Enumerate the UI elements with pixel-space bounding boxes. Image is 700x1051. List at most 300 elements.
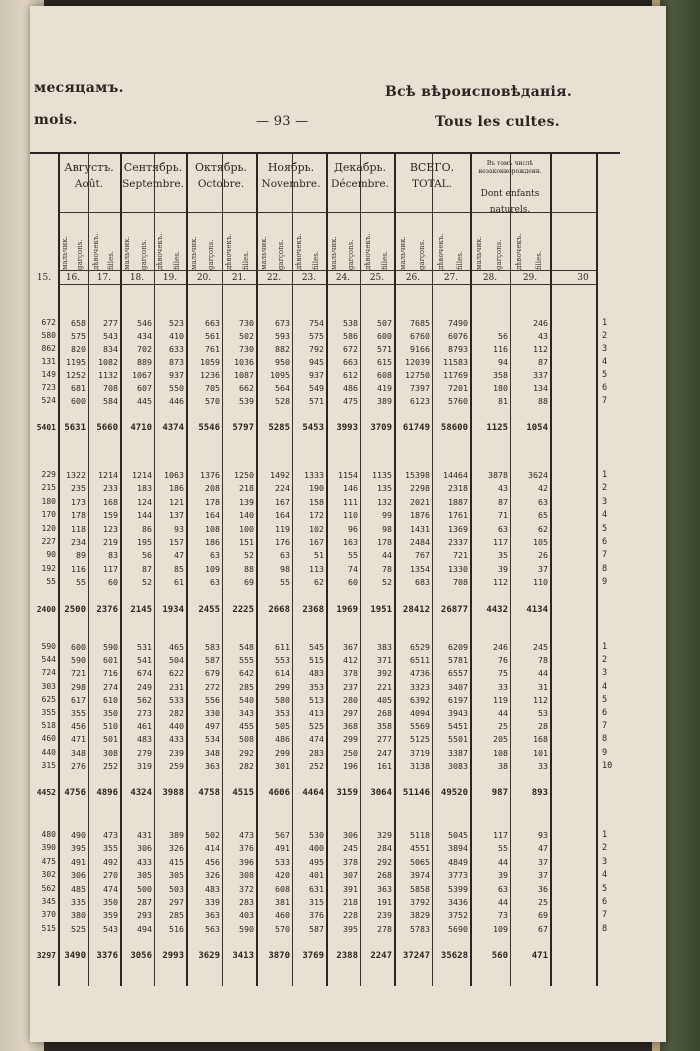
table-cell: 139 — [239, 496, 254, 507]
table-cell: 612 — [343, 370, 358, 380]
table-cell: 510 — [103, 721, 118, 732]
group-total-cell: 3056 — [130, 951, 152, 962]
table-cell: 708 — [103, 383, 118, 393]
group-total-cell: 3490 — [64, 951, 86, 962]
row-number: 3 — [602, 496, 608, 507]
table-cell: 445 — [137, 396, 152, 406]
table-cell: 792 — [309, 344, 324, 354]
table-cell: 47 — [174, 550, 184, 561]
table-cell: 252 — [103, 760, 118, 771]
table-cell: 528 — [275, 396, 290, 406]
table-cell: 1067 — [132, 370, 152, 380]
table-cell: 285 — [169, 910, 184, 921]
sub-column-label: мальчик. — [259, 236, 268, 270]
sub-column-label: дѣвочекъ. — [156, 233, 165, 270]
table-cell: 368 — [343, 721, 358, 732]
column-number: 20. — [196, 273, 212, 283]
table-cell: 600 — [71, 642, 86, 652]
table-cell: 391 — [343, 883, 358, 894]
table-cell: 490 — [71, 830, 86, 840]
left-column-fragment: 625 — [41, 694, 56, 704]
table-cell: 501 — [103, 734, 118, 745]
table-cell: 662 — [239, 383, 254, 393]
table-cell: 549 — [309, 383, 324, 393]
group-total-cell: 4710 — [130, 423, 152, 433]
table-cell: 108 — [493, 747, 508, 758]
table-cell: 7397 — [410, 383, 430, 393]
table-cell: 508 — [239, 734, 254, 745]
left-column-fragment: 345 — [41, 897, 56, 906]
table-cell: 195 — [137, 537, 152, 547]
table-cell: 109 — [205, 563, 220, 574]
table-cell: 567 — [275, 830, 290, 840]
row-number: 9 — [602, 577, 608, 588]
table-cell: 716 — [103, 668, 118, 679]
table-cell: 483 — [309, 668, 324, 679]
table-cell: 3792 — [410, 897, 430, 907]
row-number: 5 — [602, 523, 608, 534]
table-cell: 63 — [210, 577, 220, 588]
table-cell: 305 — [137, 870, 152, 881]
table-cell: 507 — [377, 318, 392, 328]
column-number: 23. — [301, 273, 317, 283]
table-cell: 3138 — [410, 760, 430, 771]
month-name-fr: Décembre. — [331, 178, 389, 190]
table-cell: 534 — [205, 734, 220, 745]
column-number: 30 — [577, 273, 589, 283]
row-number: 3 — [602, 668, 608, 679]
sub-column-label: мальчик. — [60, 236, 69, 270]
table-cell: 76 — [498, 655, 508, 666]
table-cell: 483 — [205, 883, 220, 894]
table-cell: 1154 — [338, 470, 358, 480]
table-cell: 6197 — [448, 694, 468, 705]
table-cell: 1087 — [234, 370, 254, 380]
table-cell: 299 — [275, 747, 290, 758]
table-cell: 2298 — [410, 483, 430, 494]
table-cell: 308 — [239, 870, 254, 881]
group-total-cell: 4374 — [162, 423, 184, 433]
table-cell: 600 — [71, 396, 86, 406]
table-cell: 1214 — [98, 470, 118, 480]
table-cell: 33 — [538, 760, 548, 771]
left-column-fragment: 862 — [41, 344, 56, 353]
table-cell: 268 — [377, 708, 392, 718]
table-cell: 545 — [309, 642, 324, 652]
table-cell: 615 — [377, 357, 392, 367]
left-column-fragment: 515 — [41, 923, 56, 933]
table-cell: 378 — [343, 668, 358, 679]
group-total-cell: 2500 — [64, 604, 86, 615]
left-column-fragment: 355 — [41, 708, 56, 717]
left-column-fragment: 303 — [41, 681, 56, 691]
group-total-cell: 3709 — [370, 423, 392, 433]
month-name-ru: Сентябрь. — [123, 161, 183, 174]
row-number: 7 — [602, 910, 608, 921]
table-cell: 132 — [377, 496, 392, 507]
table-cell: 683 — [415, 577, 430, 588]
table-cell: 11583 — [443, 357, 468, 367]
row-number: 5 — [602, 370, 608, 380]
month-header — [256, 160, 326, 192]
table-cell: 372 — [239, 883, 254, 894]
table-cell: 7201 — [448, 383, 468, 393]
table-cell: 157 — [169, 537, 184, 547]
table-cell: 3624 — [528, 470, 548, 480]
group-total-cell: 5631 — [64, 423, 86, 433]
table-cell: 580 — [275, 694, 290, 705]
table-cell: 98 — [382, 523, 392, 534]
table-cell: 237 — [343, 681, 358, 692]
header-left-french: mois. — [34, 112, 78, 128]
row-number: 1 — [602, 642, 608, 652]
table-cell: 146 — [343, 483, 358, 494]
table-cell: 564 — [275, 383, 290, 393]
table-cell: 43 — [498, 483, 508, 494]
table-cell: 456 — [205, 856, 220, 867]
table-cell: 239 — [377, 910, 392, 921]
table-cell: 395 — [71, 843, 86, 854]
group-total-cell: 4515 — [232, 788, 254, 798]
table-cell: 590 — [71, 655, 86, 666]
table-cell: 586 — [343, 331, 358, 341]
table-cell: 100 — [239, 523, 254, 534]
table-cell: 246 — [533, 318, 548, 328]
table-cell: 93 — [538, 830, 548, 840]
table-cell: 218 — [239, 483, 254, 494]
sub-column-label: garçons. — [495, 239, 503, 270]
table-cell: 433 — [169, 734, 184, 745]
sub-column-label: дѣвочекъ. — [515, 233, 523, 270]
table-cell: 137 — [169, 510, 184, 521]
table-cell: 283 — [239, 897, 254, 907]
table-cell: 3407 — [448, 681, 468, 692]
table-cell: 284 — [377, 843, 392, 854]
table-cell: 283 — [309, 747, 324, 758]
table-cell: 5783 — [410, 923, 430, 934]
left-column-fragment: 5401 — [36, 423, 56, 432]
table-cell: 161 — [377, 760, 392, 771]
table-cell: 178 — [71, 510, 86, 521]
group-total-cell: 471 — [531, 951, 548, 962]
table-cell: 279 — [137, 747, 152, 758]
table-cell: 1492 — [270, 470, 290, 480]
table-cell: 400 — [309, 843, 324, 854]
table-cell: 44 — [498, 856, 508, 867]
table-cell: 350 — [103, 897, 118, 907]
table-cell: 504 — [169, 655, 184, 666]
table-cell: 277 — [377, 734, 392, 745]
group-total-cell: 2145 — [130, 604, 152, 615]
table-cell: 298 — [71, 681, 86, 692]
table-cell: 403 — [239, 910, 254, 921]
table-cell: 367 — [343, 642, 358, 652]
column-number: 16. — [65, 273, 81, 283]
table-cell: 376 — [239, 843, 254, 854]
table-cell: 1376 — [200, 470, 220, 480]
table-cell: 250 — [343, 747, 358, 758]
table-cell: 94 — [498, 357, 508, 367]
group-total-cell: 1951 — [370, 604, 392, 615]
table-cell: 186 — [169, 483, 184, 494]
table-cell: 561 — [205, 331, 220, 341]
table-cell: 329 — [377, 830, 392, 840]
table-cell: 101 — [533, 747, 548, 758]
table-cell: 151 — [239, 537, 254, 547]
table-cell: 601 — [103, 655, 118, 666]
group-total-cell: 28412 — [402, 604, 430, 615]
table-cell: 116 — [493, 344, 508, 354]
ledger-page — [30, 6, 666, 1042]
table-cell: 348 — [205, 747, 220, 758]
sub-column-label: filles. — [380, 250, 389, 270]
table-cell: 5781 — [448, 655, 468, 666]
table-cell: 389 — [377, 396, 392, 406]
left-column-fragment: 480 — [41, 830, 56, 839]
table-cell: 1095 — [270, 370, 290, 380]
table-cell: 55 — [280, 577, 290, 588]
table-cell: 249 — [137, 681, 152, 692]
table-cell: 587 — [309, 923, 324, 934]
table-cell: 116 — [71, 563, 86, 574]
table-cell: 3323 — [410, 681, 430, 692]
table-cell: 111 — [343, 496, 358, 507]
group-total-cell: 35628 — [440, 951, 468, 962]
table-cell: 456 — [71, 721, 86, 732]
table-cell: 6557 — [448, 668, 468, 679]
table-cell: 1761 — [448, 510, 468, 521]
table-cell: 431 — [137, 830, 152, 840]
table-cell: 65 — [538, 510, 548, 521]
table-cell: 383 — [377, 642, 392, 652]
table-cell: 583 — [205, 642, 220, 652]
table-cell: 5065 — [410, 856, 430, 867]
table-cell: 231 — [169, 681, 184, 692]
table-cell: 83 — [108, 550, 118, 561]
sub-column-label: дѣвочекъ. — [224, 233, 233, 270]
table-cell: 562 — [137, 694, 152, 705]
table-cell: 533 — [275, 856, 290, 867]
table-cell: 112 — [533, 694, 548, 705]
table-cell: 183 — [137, 483, 152, 494]
table-cell: 5125 — [410, 734, 430, 745]
table-cell: 515 — [309, 655, 324, 666]
group-total-cell: 5797 — [232, 423, 254, 433]
table-cell: 96 — [348, 523, 358, 534]
group-total-cell: 2368 — [302, 604, 324, 615]
column-number: 17. — [96, 273, 112, 283]
table-cell: 525 — [71, 923, 86, 934]
table-cell: 186 — [205, 537, 220, 547]
table-cell: 5451 — [448, 721, 468, 732]
sub-column-label: garçons. — [207, 239, 216, 270]
table-cell: 3773 — [448, 870, 468, 881]
table-cell: 2337 — [448, 537, 468, 547]
table-cell: 523 — [169, 318, 184, 328]
table-cell: 5569 — [410, 721, 430, 732]
table-cell: 305 — [169, 870, 184, 881]
table-cell: 563 — [205, 923, 220, 934]
table-cell: 335 — [71, 897, 86, 907]
table-cell: 196 — [343, 760, 358, 771]
table-cell: 395 — [343, 923, 358, 934]
table-cell: 608 — [275, 883, 290, 894]
table-cell: 112 — [533, 344, 548, 354]
group-total-cell: 1969 — [336, 604, 358, 615]
table-cell: 12750 — [405, 370, 430, 380]
table-cell: 89 — [76, 550, 86, 561]
table-cell: 88 — [244, 563, 254, 574]
table-cell: 234 — [71, 537, 86, 547]
table-cell: 350 — [103, 708, 118, 718]
table-cell: 5399 — [448, 883, 468, 894]
table-cell: 51 — [314, 550, 324, 561]
table-cell: 503 — [169, 883, 184, 894]
table-cell: 168 — [533, 734, 548, 745]
left-column-fragment: 2400 — [36, 604, 56, 614]
table-cell: 277 — [103, 318, 118, 328]
row-number: 7 — [602, 396, 608, 406]
table-cell: 419 — [377, 383, 392, 393]
left-column-fragment: 723 — [41, 383, 56, 392]
left-column-fragment: 131 — [41, 357, 56, 366]
table-cell: 9166 — [410, 344, 430, 354]
table-cell: 550 — [169, 383, 184, 393]
table-cell: 71 — [498, 510, 508, 521]
table-cell: 119 — [275, 523, 290, 534]
group-total-cell: 5546 — [198, 423, 220, 433]
column-number: 27. — [443, 273, 459, 283]
group-total-cell: 3064 — [370, 788, 392, 798]
table-cell: 492 — [103, 856, 118, 867]
table-cell: 61 — [174, 577, 184, 588]
row-number: 6 — [602, 708, 608, 718]
table-cell: 180 — [493, 383, 508, 393]
table-cell: 658 — [71, 318, 86, 328]
sub-column-label: garçons. — [76, 239, 85, 270]
row-number: 6 — [602, 537, 608, 547]
table-cell: 473 — [239, 830, 254, 840]
left-column-fragment: 562 — [41, 883, 56, 893]
table-cell: 60 — [108, 577, 118, 588]
table-cell: 15398 — [405, 470, 430, 480]
table-cell: 301 — [275, 760, 290, 771]
table-cell: 353 — [275, 708, 290, 718]
table-cell: 4551 — [410, 843, 430, 854]
row-number: 4 — [602, 510, 608, 521]
left-column-fragment: 227 — [41, 537, 56, 546]
column-number: 15. — [36, 273, 52, 283]
table-cell: 93 — [174, 523, 184, 534]
month-name-ru: Августъ. — [64, 161, 114, 174]
table-cell: 6511 — [410, 655, 430, 666]
group-total-cell: 3988 — [162, 788, 184, 798]
table-cell: 611 — [275, 642, 290, 652]
left-column-fragment: 475 — [41, 856, 56, 866]
column-number: 25. — [369, 273, 385, 283]
left-column-fragment: 215 — [41, 483, 56, 493]
group-total-cell: 4756 — [64, 788, 86, 798]
row-number: 4 — [602, 357, 608, 367]
table-cell: 673 — [275, 318, 290, 328]
table-cell: 88 — [538, 396, 548, 406]
left-column-fragment: 120 — [41, 523, 56, 533]
month-name-ru: Декабрь. — [333, 161, 387, 174]
table-cell: 608 — [377, 370, 392, 380]
table-cell: 6392 — [410, 694, 430, 705]
table-cell: 293 — [137, 910, 152, 921]
table-cell: 414 — [205, 843, 220, 854]
table-cell: 37 — [538, 563, 548, 574]
table-cell: 555 — [239, 655, 254, 666]
row-number: 8 — [602, 734, 608, 745]
column-number: 18. — [129, 273, 145, 283]
group-total-cell: 5285 — [268, 423, 290, 433]
table-cell: 754 — [309, 318, 324, 328]
table-cell: 87 — [538, 357, 548, 367]
left-column-fragment: 580 — [41, 331, 56, 340]
table-cell: 270 — [103, 870, 118, 881]
table-cell: 1063 — [164, 470, 184, 480]
page-number: — 93 — — [256, 114, 309, 129]
sub-column-label: мальчик. — [475, 236, 483, 270]
table-cell: 401 — [309, 870, 324, 881]
table-cell: 39 — [498, 870, 508, 881]
table-cell: 363 — [205, 910, 220, 921]
table-cell: 297 — [343, 708, 358, 718]
month-name-ru: Октябрь. — [194, 161, 248, 174]
sub-column-label: мальчик. — [398, 236, 407, 270]
table-cell: 6529 — [410, 642, 430, 652]
table-cell: 553 — [275, 655, 290, 666]
table-cell: 1876 — [410, 510, 430, 521]
table-cell: 475 — [343, 396, 358, 406]
month-name-fr: Août. — [74, 178, 104, 190]
table-cell: 937 — [309, 370, 324, 380]
group-total-cell: 58600 — [440, 423, 468, 433]
table-cell: 363 — [205, 760, 220, 771]
table-cell: 6209 — [448, 642, 468, 652]
table-cell: 280 — [343, 694, 358, 705]
table-cell: 461 — [137, 721, 152, 732]
left-column-fragment: 724 — [41, 668, 56, 678]
group-total-cell: 4758 — [198, 788, 220, 798]
table-cell: 85 — [174, 563, 184, 574]
month-name-fr: Septembre. — [122, 178, 184, 190]
table-cell: 87 — [142, 563, 152, 574]
table-cell: 721 — [453, 550, 468, 561]
table-cell: 292 — [377, 856, 392, 867]
table-cell: 474 — [309, 734, 324, 745]
table-cell: 5690 — [448, 923, 468, 934]
table-cell: 1369 — [448, 523, 468, 534]
table-cell: 3387 — [448, 747, 468, 758]
table-cell: 224 — [275, 483, 290, 494]
table-cell: 306 — [71, 870, 86, 881]
left-column-fragment: 170 — [41, 510, 56, 520]
table-cell: 389 — [169, 830, 184, 840]
month-name-ru: Въ томъ числѣ незаконнорожденн. — [478, 160, 542, 175]
table-cell: 3894 — [448, 843, 468, 854]
table-cell: 52 — [244, 550, 254, 561]
row-number: 8 — [602, 563, 608, 574]
table-cell: 278 — [377, 923, 392, 934]
table-cell: 1330 — [448, 563, 468, 574]
table-cell: 319 — [137, 760, 152, 771]
table-cell: 110 — [533, 577, 548, 588]
table-cell: 7685 — [410, 318, 430, 328]
table-cell: 282 — [239, 760, 254, 771]
